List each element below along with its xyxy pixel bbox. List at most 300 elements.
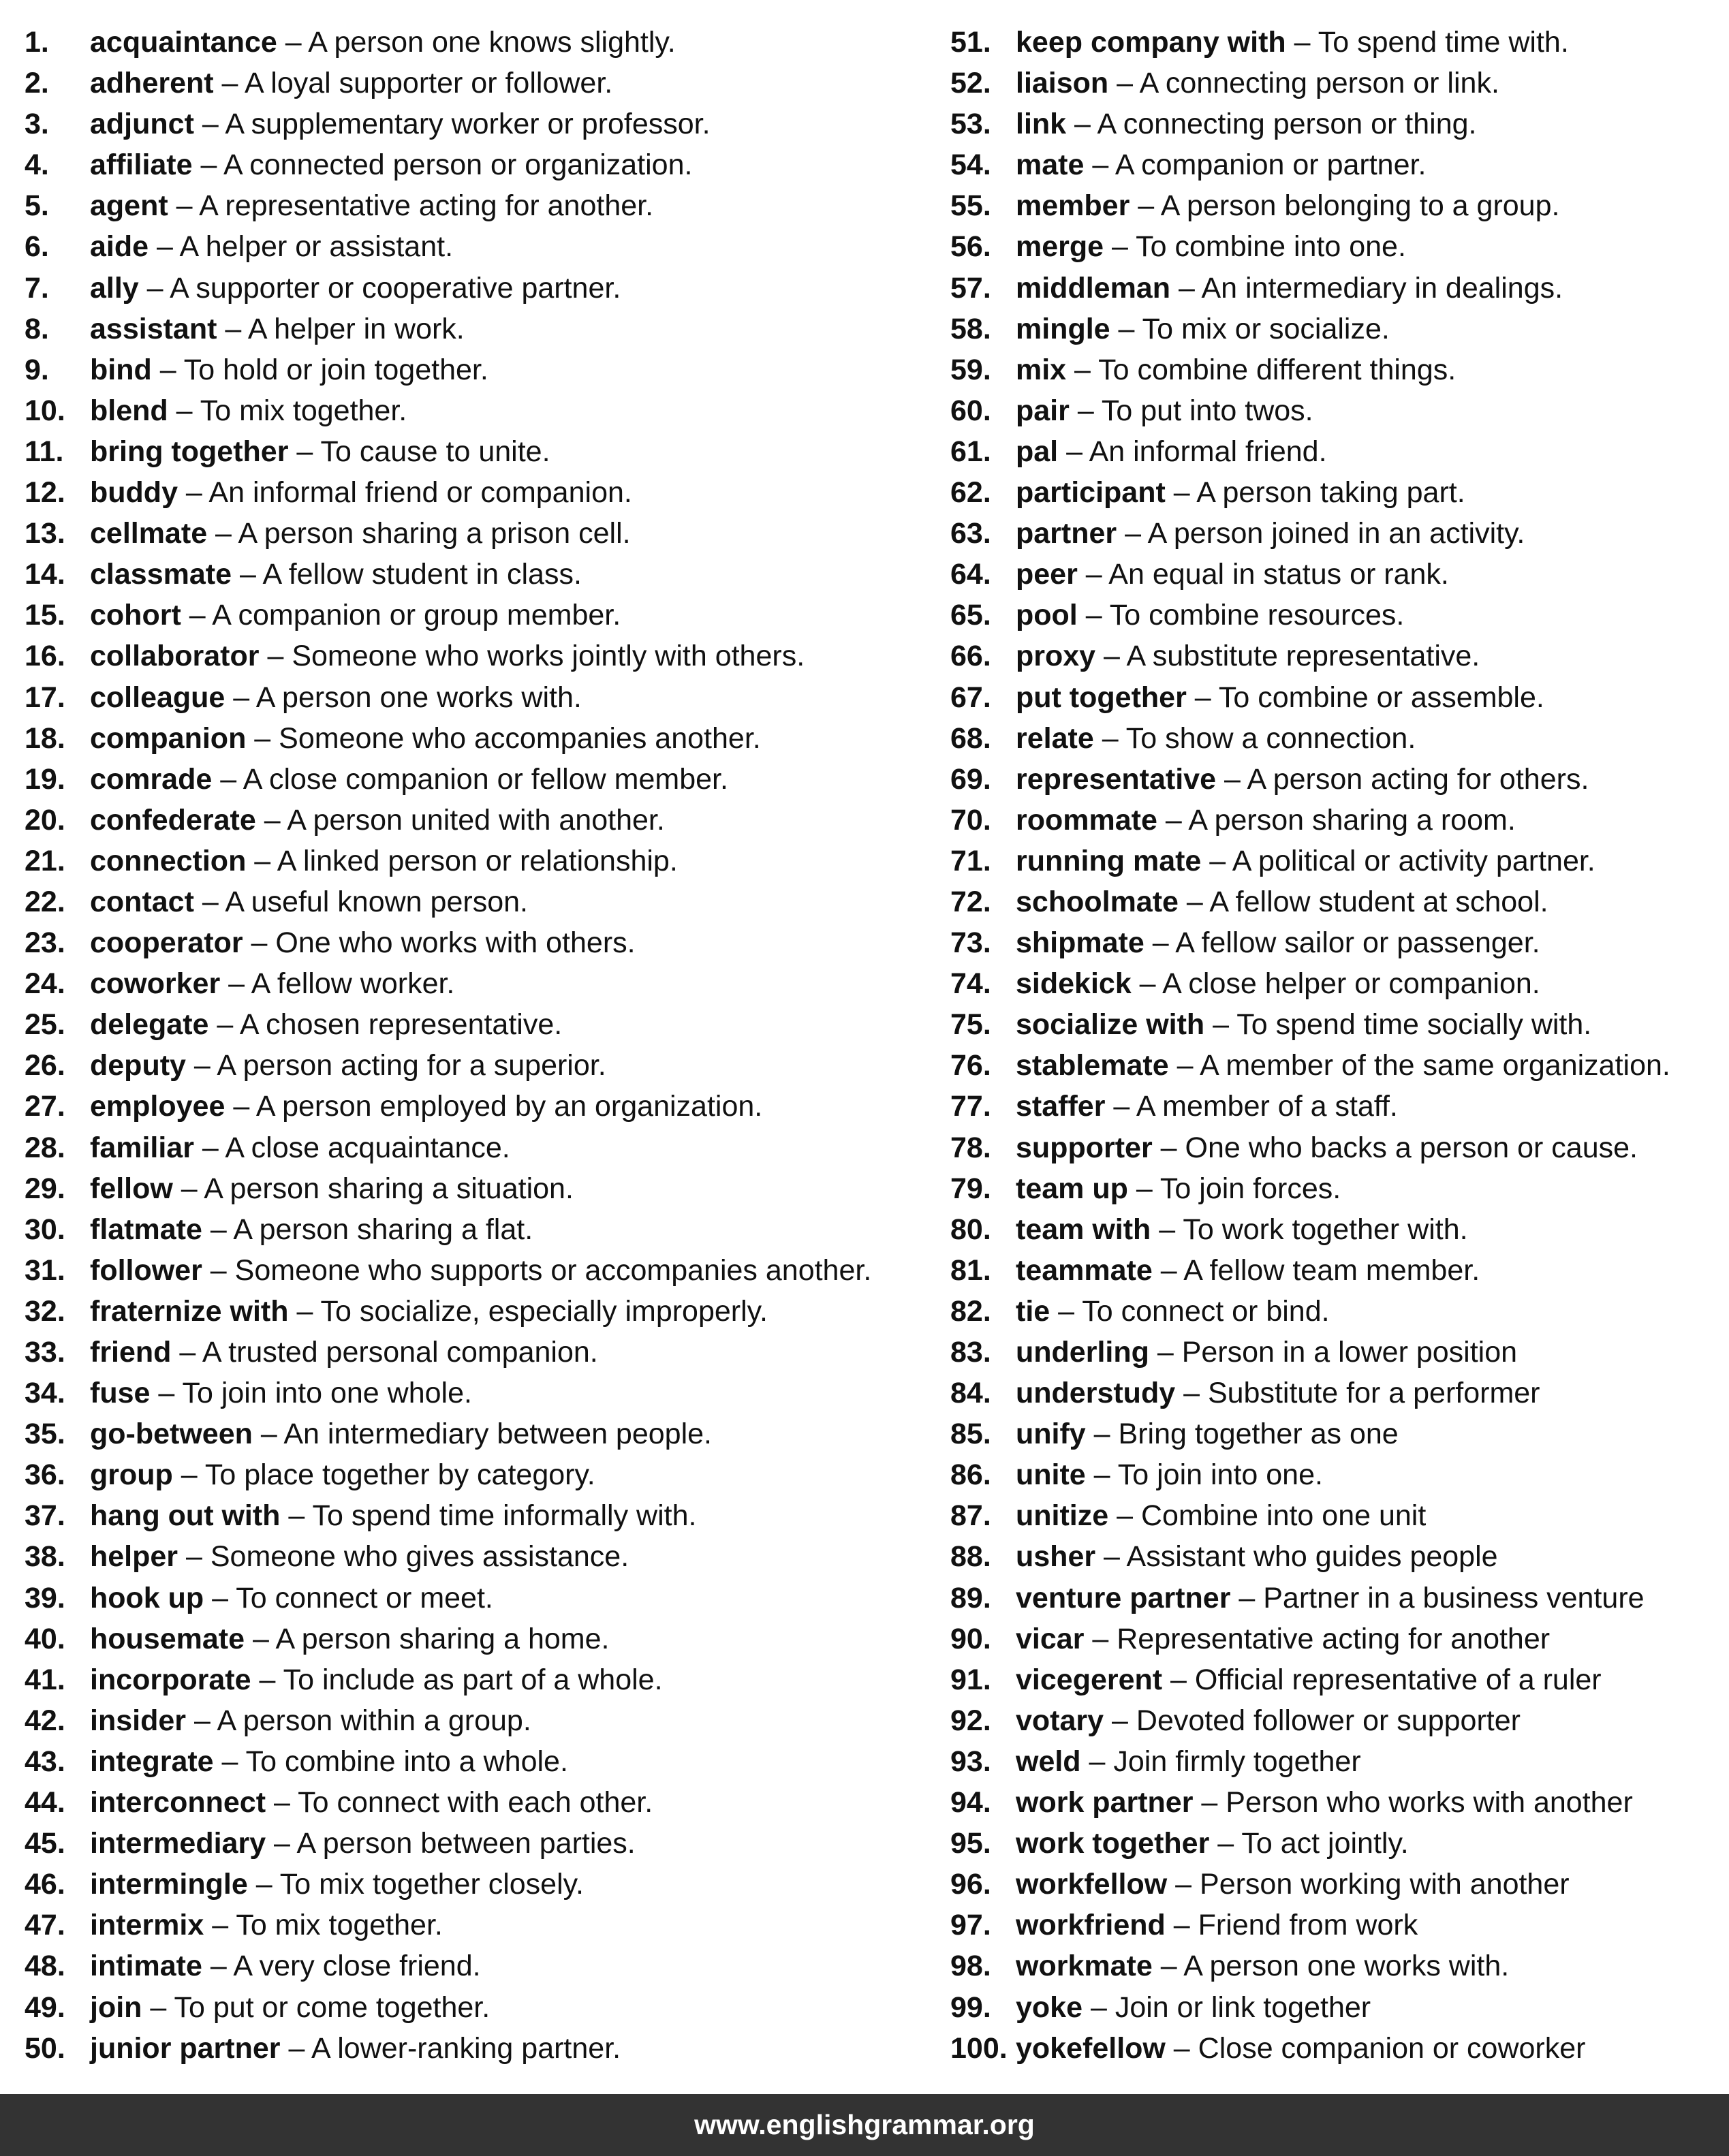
entry-separator: –	[259, 640, 292, 673]
list-item	[25, 922, 924, 963]
entry-separator: –	[1131, 967, 1163, 1001]
list-item	[25, 1536, 924, 1577]
entry-number: 87.	[950, 1499, 991, 1533]
entry-definition: Representative acting for another	[1117, 1622, 1551, 1655]
entry-word: cellmate	[90, 517, 208, 550]
list-item	[950, 1086, 1720, 1127]
entry-separator: –	[1077, 599, 1110, 632]
entry-definition: Combine into one unit	[1140, 1499, 1427, 1533]
entry-number: 60.	[950, 394, 991, 427]
entry-definition: A person acting for others.	[1247, 762, 1589, 796]
entry-separator: –	[1193, 1786, 1226, 1819]
entry-definition: Assistant who guides people	[1126, 1540, 1498, 1574]
entry-definition: A useful known person.	[225, 885, 528, 918]
entry-definition: One who works with others.	[275, 926, 636, 960]
entry-definition: A connecting person or link.	[1139, 67, 1499, 100]
entry-number: 75.	[950, 1008, 991, 1042]
entry-definition: Close companion or coworker	[1198, 2031, 1586, 2065]
entry-number: 12.	[25, 476, 65, 510]
list-item	[25, 144, 924, 185]
list-item	[950, 1291, 1720, 1332]
entry-number: 84.	[950, 1377, 991, 1410]
entry-definition: To put into twos.	[1101, 394, 1313, 427]
entry-word: representative	[1016, 762, 1216, 796]
entry-definition: To join into one.	[1117, 1458, 1323, 1492]
list-item	[25, 759, 924, 800]
entry-separator: –	[1152, 1131, 1185, 1164]
list-item	[950, 554, 1720, 595]
entry-definition: A chosen representative.	[239, 1008, 563, 1042]
entry-definition: To cause to unite.	[320, 435, 550, 468]
entry-definition: A linked person or relationship.	[277, 844, 678, 877]
list-item	[25, 63, 924, 104]
entry-definition: To spend time socially with.	[1236, 1008, 1592, 1042]
entry-definition: A fellow student at school.	[1209, 885, 1548, 918]
entry-word: interconnect	[90, 1786, 266, 1819]
entry-number: 29.	[25, 1172, 65, 1205]
entry-separator: –	[1209, 1827, 1242, 1860]
entry-word: yokefellow	[1016, 2031, 1166, 2065]
entry-definition: An equal in status or rank.	[1108, 558, 1449, 591]
entry-word: team up	[1016, 1172, 1128, 1205]
list-item	[25, 718, 924, 759]
entry-definition: A connected person or organization.	[223, 149, 693, 182]
entry-number: 18.	[25, 721, 65, 755]
entry-separator: –	[1165, 1909, 1198, 1942]
entry-number: 50.	[25, 2031, 65, 2065]
list-item	[25, 1578, 924, 1619]
entry-word: hang out with	[90, 1499, 281, 1533]
entry-definition: Someone who works jointly with others.	[292, 640, 805, 673]
entry-definition: To work together with.	[1183, 1213, 1468, 1246]
entry-definition: To mix together.	[200, 394, 407, 427]
entry-separator: –	[193, 1131, 225, 1164]
entry-definition: A substitute representative.	[1126, 640, 1480, 673]
entry-word: connection	[90, 844, 247, 877]
entry-number: 33.	[25, 1336, 65, 1369]
entry-number: 1.	[25, 26, 49, 59]
entry-number: 35.	[25, 1418, 65, 1451]
entry-definition: A close companion or fellow member.	[243, 762, 728, 796]
entry-number: 93.	[950, 1745, 991, 1778]
entry-definition: A fellow worker.	[251, 967, 455, 1001]
entry-word: merge	[1016, 230, 1104, 264]
entry-separator: –	[202, 1950, 234, 1983]
entry-separator: –	[1216, 762, 1247, 796]
entry-separator: –	[1168, 1049, 1200, 1082]
list-item	[25, 800, 924, 841]
list-item	[950, 1454, 1720, 1495]
entry-number: 66.	[950, 640, 991, 673]
list-item	[25, 309, 924, 349]
list-item	[25, 22, 924, 63]
entry-word: employee	[90, 1090, 225, 1123]
entry-separator: –	[1084, 149, 1115, 182]
entry-number: 11.	[25, 435, 64, 468]
entry-number: 88.	[950, 1540, 991, 1574]
entry-definition: Partner in a business venture	[1263, 1581, 1645, 1614]
entry-number: 52.	[950, 67, 991, 100]
entry-number: 53.	[950, 108, 991, 141]
list-item	[950, 63, 1720, 104]
entry-separator: –	[255, 803, 287, 837]
list-item	[25, 349, 924, 390]
entry-separator: –	[1093, 721, 1126, 755]
entry-definition: A helper in work.	[247, 312, 465, 345]
entry-separator: –	[288, 435, 321, 468]
entry-word: fuse	[90, 1377, 151, 1410]
list-item	[25, 1168, 924, 1209]
entry-definition: Someone who accompanies another.	[279, 721, 761, 755]
entry-word: usher	[1016, 1540, 1096, 1574]
entry-definition: A lower-ranking partner.	[311, 2031, 621, 2065]
entry-definition: Official representative of a ruler	[1194, 1663, 1602, 1696]
list-item	[950, 22, 1720, 63]
entry-word: liaison	[1016, 67, 1109, 100]
entry-number: 62.	[950, 476, 991, 510]
entry-word: intermix	[90, 1909, 204, 1942]
entry-definition: A loyal supporter or follower.	[245, 67, 613, 100]
entry-number: 16.	[25, 640, 65, 673]
entry-number: 46.	[25, 1868, 65, 1901]
entry-word: participant	[1016, 476, 1166, 510]
list-item	[950, 1413, 1720, 1454]
entry-definition: To combine into a whole.	[245, 1745, 568, 1778]
list-item	[950, 1127, 1720, 1168]
entry-separator: –	[1080, 1745, 1114, 1778]
entry-separator: –	[1095, 640, 1127, 673]
entry-number: 64.	[950, 558, 991, 591]
list-item	[950, 268, 1720, 309]
entry-separator: –	[1066, 108, 1097, 141]
entry-separator: –	[1082, 1990, 1115, 2024]
entry-word: group	[90, 1458, 173, 1492]
entry-definition: A supporter or cooperative partner.	[170, 271, 621, 304]
list-item	[950, 226, 1720, 267]
entry-word: unite	[1016, 1458, 1086, 1492]
entry-definition: To join into one whole.	[182, 1377, 472, 1410]
entry-number: 76.	[950, 1049, 991, 1082]
entry-number: 92.	[950, 1704, 991, 1737]
entry-number: 13.	[25, 517, 65, 550]
list-item	[25, 390, 924, 431]
entry-number: 27.	[25, 1090, 65, 1123]
entry-separator: –	[1167, 1868, 1200, 1901]
entry-separator: –	[288, 1294, 321, 1328]
list-item	[25, 431, 924, 472]
entry-word: affiliate	[90, 149, 193, 182]
entry-number: 14.	[25, 558, 65, 591]
entry-separator: –	[192, 149, 223, 182]
entry-separator: –	[181, 599, 213, 632]
entry-number: 22.	[25, 885, 65, 918]
list-item	[950, 759, 1720, 800]
entry-separator: –	[1204, 1008, 1237, 1042]
entry-word: acquaintance	[90, 26, 277, 59]
entry-separator: –	[171, 1336, 202, 1369]
list-item	[950, 309, 1720, 349]
entry-word: friend	[90, 1336, 172, 1369]
entry-word: mingle	[1016, 312, 1110, 345]
entry-number: 73.	[950, 926, 991, 960]
list-item	[950, 1659, 1720, 1700]
entry-number: 24.	[25, 967, 65, 1001]
entry-word: follower	[90, 1253, 202, 1287]
list-item	[25, 1659, 924, 1700]
entry-separator: –	[232, 558, 263, 591]
entry-number: 55.	[950, 189, 991, 223]
entry-separator: –	[1175, 1377, 1208, 1410]
entry-separator: –	[1050, 1294, 1082, 1328]
entry-word: peer	[1016, 558, 1078, 591]
entry-word: venture partner	[1016, 1581, 1231, 1614]
entry-number: 23.	[25, 926, 65, 960]
entry-definition: Friend from work	[1198, 1909, 1418, 1942]
entry-separator: –	[186, 1704, 217, 1737]
entry-word: yoke	[1016, 1990, 1083, 2024]
entry-separator: –	[1117, 517, 1148, 550]
entry-number: 68.	[950, 721, 991, 755]
entry-word: unitize	[1016, 1499, 1109, 1533]
entry-word: middleman	[1016, 271, 1170, 304]
entry-word: junior partner	[90, 2031, 281, 2065]
list-item	[950, 1782, 1720, 1823]
entry-definition: To mix together.	[236, 1909, 443, 1942]
entry-number: 79.	[950, 1172, 991, 1205]
entry-number: 95.	[950, 1827, 991, 1860]
entry-word: agent	[90, 189, 168, 223]
entry-separator: –	[1130, 189, 1161, 223]
entry-word: mate	[1016, 149, 1085, 182]
entry-definition: To connect with each other.	[298, 1786, 653, 1819]
entry-word: adherent	[90, 67, 214, 100]
entry-definition: A person acting for a superior.	[217, 1049, 606, 1082]
list-item	[950, 472, 1720, 513]
list-item	[25, 1905, 924, 1946]
list-item	[25, 1495, 924, 1536]
entry-word: assistant	[90, 312, 217, 345]
list-item	[950, 390, 1720, 431]
entry-separator: –	[1108, 1499, 1141, 1533]
entry-separator: –	[150, 1377, 183, 1410]
entry-definition: A person sharing a room.	[1188, 803, 1516, 837]
entry-word: mix	[1016, 353, 1067, 386]
entry-number: 37.	[25, 1499, 65, 1533]
entry-word: aide	[90, 230, 149, 264]
list-item	[25, 1332, 924, 1373]
entry-definition: A person one knows slightly.	[308, 26, 676, 59]
entry-word: familiar	[90, 1131, 194, 1164]
entry-word: fraternize with	[90, 1294, 289, 1328]
entry-number: 6.	[25, 230, 49, 264]
entry-definition: To socialize, especially improperly.	[320, 1294, 768, 1328]
entry-number: 44.	[25, 1786, 65, 1819]
entry-word: votary	[1016, 1704, 1104, 1737]
entry-separator: –	[1085, 1458, 1118, 1492]
entry-number: 65.	[950, 599, 991, 632]
entry-definition: A person sharing a situation.	[204, 1172, 574, 1205]
entry-separator: –	[246, 844, 277, 877]
entry-definition: A member of the same organization.	[1200, 1049, 1670, 1082]
entry-definition: A companion or partner.	[1115, 149, 1427, 182]
entry-separator: –	[1058, 435, 1089, 468]
list-item	[25, 1454, 924, 1495]
list-item	[950, 1536, 1720, 1577]
entry-word: go-between	[90, 1418, 253, 1451]
entry-word: workfellow	[1016, 1868, 1168, 1901]
entry-word: bring together	[90, 435, 289, 468]
entry-word: proxy	[1016, 640, 1096, 673]
entry-definition: A fellow team member.	[1183, 1253, 1480, 1287]
entry-number: 51.	[950, 26, 991, 59]
list-item	[950, 800, 1720, 841]
entry-number: 31.	[25, 1253, 65, 1287]
entry-separator: –	[1084, 1622, 1117, 1655]
entry-word: shipmate	[1016, 926, 1144, 960]
word-list-column-right	[950, 22, 1720, 2069]
entry-separator: –	[1085, 1418, 1119, 1451]
entry-number: 17.	[25, 681, 65, 714]
entry-definition: A person employed by an organization.	[255, 1090, 763, 1123]
entry-number: 47.	[25, 1909, 65, 1942]
entry-definition: Bring together as one	[1118, 1418, 1399, 1451]
entry-word: comrade	[90, 762, 213, 796]
entry-separator: –	[220, 967, 251, 1001]
entry-separator: –	[1144, 926, 1176, 960]
entry-definition: To combine or assemble.	[1218, 681, 1544, 714]
entry-definition: A person within a group.	[217, 1704, 531, 1737]
list-item	[25, 472, 924, 513]
entry-number: 99.	[950, 1990, 991, 2024]
entry-separator: –	[277, 26, 309, 59]
entry-word: vicegerent	[1016, 1663, 1163, 1696]
entry-separator: –	[246, 721, 279, 755]
list-item	[950, 349, 1720, 390]
list-item	[25, 104, 924, 144]
list-item	[950, 1373, 1720, 1413]
entry-number: 10.	[25, 394, 65, 427]
entry-number: 32.	[25, 1294, 65, 1328]
entry-word: sidekick	[1016, 967, 1132, 1001]
list-item	[950, 595, 1720, 636]
entry-separator: –	[1105, 1090, 1136, 1123]
entry-definition: A person united with another.	[287, 803, 665, 837]
footer-website-link[interactable]: www.englishgrammar.org	[694, 2109, 1035, 2140]
list-item	[25, 1782, 924, 1823]
entry-definition: To mix together closely.	[279, 1868, 584, 1901]
entry-number: 81.	[950, 1253, 991, 1287]
entry-number: 26.	[25, 1049, 65, 1082]
list-item	[25, 1823, 924, 1864]
entry-word: colleague	[90, 681, 225, 714]
list-item	[950, 1250, 1720, 1291]
entry-word: pal	[1016, 435, 1059, 468]
entry-definition: To spend time with.	[1318, 26, 1569, 59]
entry-word: workfriend	[1016, 1909, 1166, 1942]
list-item	[25, 1741, 924, 1782]
list-item	[950, 104, 1720, 144]
entry-definition: Person working with another	[1200, 1868, 1570, 1901]
list-item	[950, 1168, 1720, 1209]
entry-word: incorporate	[90, 1663, 251, 1696]
entry-definition: Substitute for a performer	[1207, 1377, 1540, 1410]
entry-definition: Person in a lower position	[1181, 1336, 1518, 1369]
list-item	[25, 1127, 924, 1168]
entry-separator: –	[266, 1827, 297, 1860]
entry-separator: –	[243, 926, 276, 960]
entry-definition: An intermediary in dealings.	[1201, 271, 1563, 304]
entry-word: contact	[90, 885, 194, 918]
entry-separator: –	[1230, 1581, 1264, 1614]
entry-number: 80.	[950, 1213, 991, 1246]
entry-separator: –	[178, 1540, 211, 1574]
entry-word: member	[1016, 189, 1130, 223]
entry-separator: –	[217, 312, 248, 345]
entry-definition: To connect or bind.	[1082, 1294, 1330, 1328]
entry-word: teammate	[1016, 1253, 1153, 1287]
entry-word: collaborator	[90, 640, 260, 673]
list-item	[25, 1864, 924, 1905]
entry-definition: To combine into one.	[1136, 230, 1406, 264]
entry-number: 91.	[950, 1663, 991, 1696]
entry-separator: –	[1066, 353, 1099, 386]
entry-word: unify	[1016, 1418, 1086, 1451]
entry-definition: A person one works with.	[1183, 1950, 1510, 1983]
entry-separator: –	[207, 517, 238, 550]
entry-number: 70.	[950, 803, 991, 837]
entry-separator: –	[149, 230, 180, 264]
entry-word: confederate	[90, 803, 256, 837]
entry-number: 3.	[25, 108, 49, 141]
entry-number: 98.	[950, 1950, 991, 1983]
list-item	[25, 1700, 924, 1741]
entry-number: 43.	[25, 1745, 65, 1778]
entry-number: 8.	[25, 312, 49, 345]
entry-separator: –	[177, 476, 209, 510]
entry-number: 48.	[25, 1950, 65, 1983]
list-item	[950, 185, 1720, 226]
entry-number: 82.	[950, 1294, 991, 1328]
entry-separator: –	[208, 1008, 240, 1042]
entry-separator: –	[266, 1786, 298, 1819]
list-item	[950, 1209, 1720, 1250]
entry-word: schoolmate	[1016, 885, 1179, 918]
list-item	[25, 1250, 924, 1291]
entry-separator: –	[1178, 885, 1210, 918]
entry-number: 42.	[25, 1704, 65, 1737]
entry-number: 67.	[950, 681, 991, 714]
entry-separator: –	[245, 1622, 276, 1655]
entry-definition: A person one works with.	[255, 681, 582, 714]
entry-number: 34.	[25, 1377, 65, 1410]
entry-number: 57.	[950, 271, 991, 304]
entry-separator: –	[1162, 1663, 1195, 1696]
entry-number: 86.	[950, 1458, 991, 1492]
entry-number: 45.	[25, 1827, 65, 1860]
entry-separator: –	[168, 394, 200, 427]
entry-word: stablemate	[1016, 1049, 1169, 1082]
list-item	[950, 922, 1720, 963]
list-item	[25, 1086, 924, 1127]
list-item	[25, 554, 924, 595]
entry-number: 30.	[25, 1213, 65, 1246]
entry-separator: –	[1095, 1540, 1127, 1574]
list-item	[950, 1946, 1720, 1986]
entry-number: 77.	[950, 1090, 991, 1123]
entry-word: blend	[90, 394, 168, 427]
entry-word: socialize with	[1016, 1008, 1205, 1042]
entry-number: 21.	[25, 844, 65, 877]
